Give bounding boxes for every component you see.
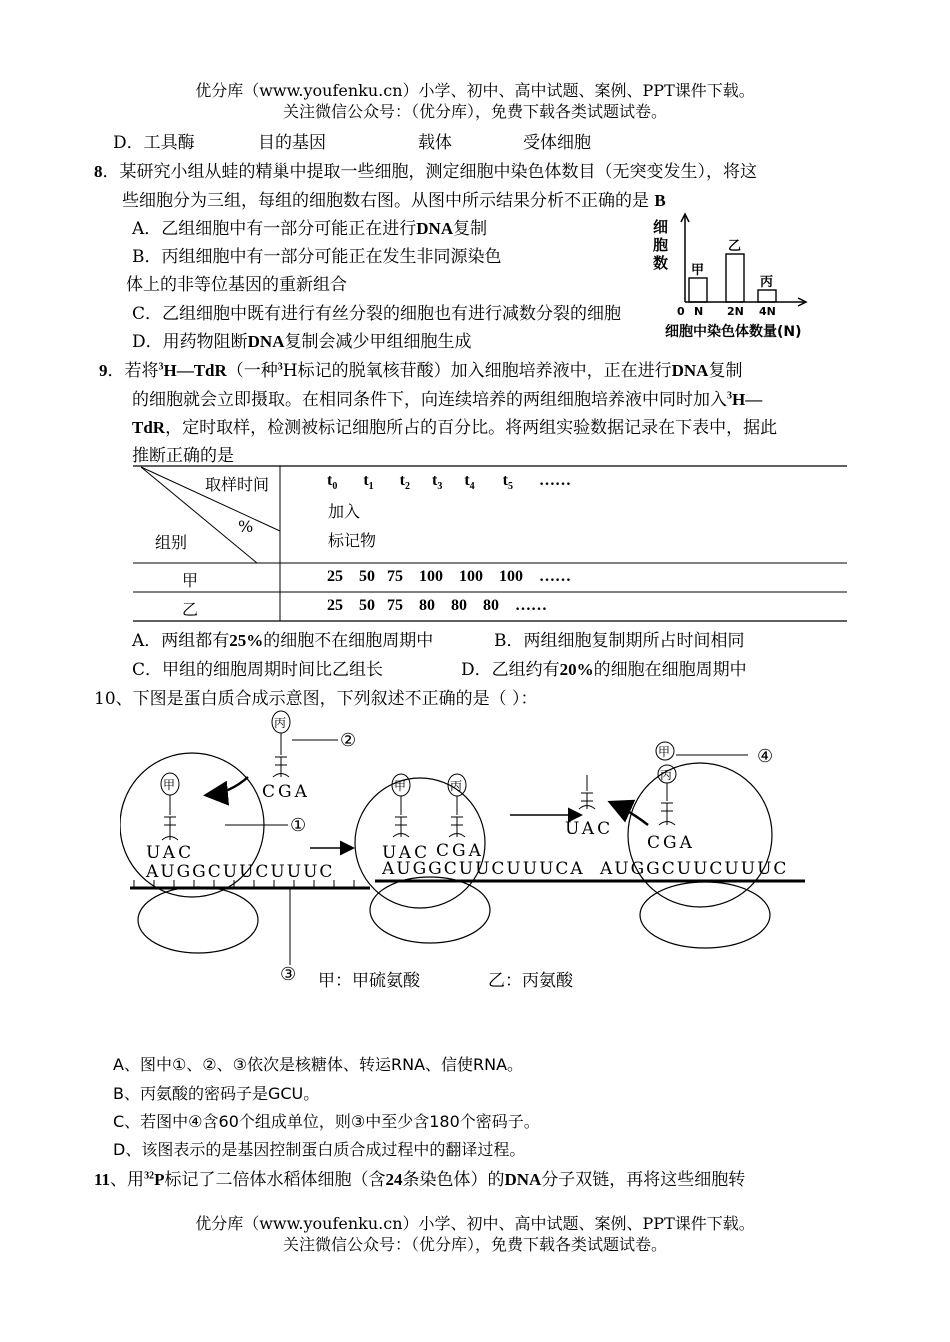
q9-stem-line3: TdR，定时取样，检测被标记细胞所占的百分比。将两组实验数据记录在下表中，据此 (132, 418, 778, 438)
q8-option-d: D．用药物阻断DNA复制会减少甲组细胞生成 (132, 332, 472, 352)
svg-text:丙: 丙 (660, 768, 673, 782)
origin-label: 0 (677, 305, 685, 318)
bar-4N (758, 290, 776, 302)
tick-2N: 2N (727, 305, 744, 318)
tick-N: N (694, 305, 704, 318)
q10-option-d: D、该图表示的是基因控制蛋白质合成过程中的翻译过程。 (113, 1140, 526, 1159)
svg-text:UAC: UAC (382, 843, 431, 863)
legend-yi: 乙：丙氨酸 (488, 971, 573, 991)
footer-line-2: 关注微信公众号：（优分库），免费下载各类试题试卷。 (282, 1235, 667, 1254)
chromosome-bar-chart (645, 210, 845, 345)
svg-text:甲: 甲 (163, 778, 176, 792)
q10-option-c: C、若图中④含60个组成单位，则③中至少含180个密码子。 (113, 1112, 540, 1131)
svg-text:丙: 丙 (274, 716, 287, 730)
y-label-char: 细 (653, 218, 669, 236)
y-label-char: 胞 (653, 236, 669, 254)
q9-stem-line4: 推断正确的是 (132, 446, 234, 466)
table-row-yi-values: 25 50 75 80 80 80 …… (327, 597, 547, 614)
q9-option-b: B．两组细胞复制期所占时间相同 (494, 631, 745, 651)
q8-answer: B (654, 191, 666, 210)
q10-option-b: B、丙氨酸的密码子是GCU。 (113, 1084, 320, 1103)
q9-option-a: A．两组都有25%的细胞不在细胞周期中 (132, 631, 434, 651)
q10-stem: 10、下图是蛋白质合成示意图，下列叙述不正确的是（ ）： (94, 689, 538, 709)
header-line-2: 关注微信公众号：（优分库），免费下载各类试题试卷。 (282, 102, 667, 121)
q7-d-col2: 目的基因 (258, 133, 326, 153)
bar-label-4N: 丙 (760, 275, 774, 290)
header-line-1: 优分库（www.youfenku.cn）小学、初中、高中试题、案例、PPT课件下载。 (195, 81, 755, 100)
table-row-yi-group: 乙 (182, 600, 199, 619)
anticodon-cga-1: CGA (262, 782, 310, 802)
q7-d-label: D．工具酶 (113, 133, 195, 153)
svg-text:UAC: UAC (565, 819, 614, 839)
mrna-sequence-1: AUGGCUUCUUUC (146, 862, 335, 882)
q8-option-c: C．乙组细胞中既有进行有丝分裂的细胞也有进行减数分裂的细胞 (132, 304, 622, 324)
bar-2N (726, 254, 744, 302)
table-corner-percent: % (238, 517, 254, 536)
table-time-header: $t_0$ $t_1$ $t_2$ $t_3$ $t_4$ $t_5$ …… (327, 472, 571, 493)
q9-stem-line1: 9．若将$^3$H—TdR（一种$^3$H标记的脱氧核苷酸）加入细胞培养液中，正在进行DNA复制 (99, 361, 743, 381)
q8-option-b-line1: B．丙组细胞中有一部分可能正在发生非同源染色 (132, 247, 502, 267)
q8-option-a: A．乙组细胞中有一部分可能正在进行DNA复制 (132, 219, 488, 239)
legend-jia: 甲：甲硫氨酸 (318, 971, 420, 991)
q8-option-b-line2: 体上的非等位基因的重新组合 (126, 275, 347, 295)
q8-stem-line2: 些细胞分为三组，每组的细胞数右图。从图中所示结果分析不正确的是 B (122, 191, 666, 211)
svg-text:AUGGCUUCUUUCA: AUGGCUUCUUUCA (382, 859, 585, 879)
svg-text:CGA: CGA (436, 841, 484, 861)
table-corner-time: 取样时间 (205, 475, 270, 494)
bar-label-N: 甲 (691, 263, 705, 278)
q7-option-d (113, 128, 195, 153)
svg-text:AUGGCUUCUUUC: AUGGCUUCUUUC (600, 859, 789, 879)
table-note-add: 加入 (328, 502, 361, 521)
table-corner-group: 组别 (155, 533, 188, 552)
svg-text:CGA: CGA (647, 833, 695, 853)
tick-4N: 4N (759, 305, 776, 318)
bar-N (689, 278, 707, 302)
q9-option-d: D．乙组约有20%的细胞在细胞周期中 (461, 660, 747, 680)
q7-d-col4: 受体细胞 (523, 133, 591, 153)
table-row-jia-group: 甲 (182, 571, 199, 590)
q11-stem: 11、用$^{32}$P标记了二倍体水稻体细胞（含24条染色体）的DNA分子双链，再将这些细胞转 (94, 1170, 746, 1190)
svg-text:甲: 甲 (394, 779, 407, 793)
x-label: 细胞中染色体数量(N) (665, 324, 802, 340)
label-1: ① (290, 815, 307, 836)
y-label-char: 数 (653, 254, 669, 272)
footer-line-1: 优分库（www.youfenku.cn）小学、初中、高中试题、案例、PPT课件下载。 (195, 1214, 755, 1233)
protein-synthesis-diagram (120, 705, 820, 995)
q9-stem-line2: 的细胞就会立即摄取。在相同条件下，向连续培养的两组细胞培养液中同时加入$^3$H— (132, 390, 763, 410)
q8-stem-line1: 8．某研究小组从蛙的精巢中提取一些细胞，测定细胞中染色体数目（无突变发生），将这 (94, 162, 757, 182)
bar-label-2N: 乙 (728, 239, 742, 254)
q9-option-c: C．甲组的细胞周期时间比乙组长 (132, 660, 384, 680)
label-4: ④ (757, 746, 774, 767)
label-2: ② (340, 730, 357, 751)
label-3: ③ (280, 964, 297, 985)
svg-text:甲: 甲 (658, 745, 671, 759)
q7-d-col3: 载体 (418, 133, 452, 153)
table-row-jia-values: 25 50 75 100 100 100 …… (327, 568, 571, 585)
anticodon-uac-1: UAC (146, 843, 195, 863)
table-note-marker: 标记物 (328, 531, 377, 550)
q10-option-a: A、图中①、②、③依次是核糖体、转运RNA、信使RNA。 (113, 1055, 524, 1074)
svg-text:丙: 丙 (450, 779, 463, 793)
